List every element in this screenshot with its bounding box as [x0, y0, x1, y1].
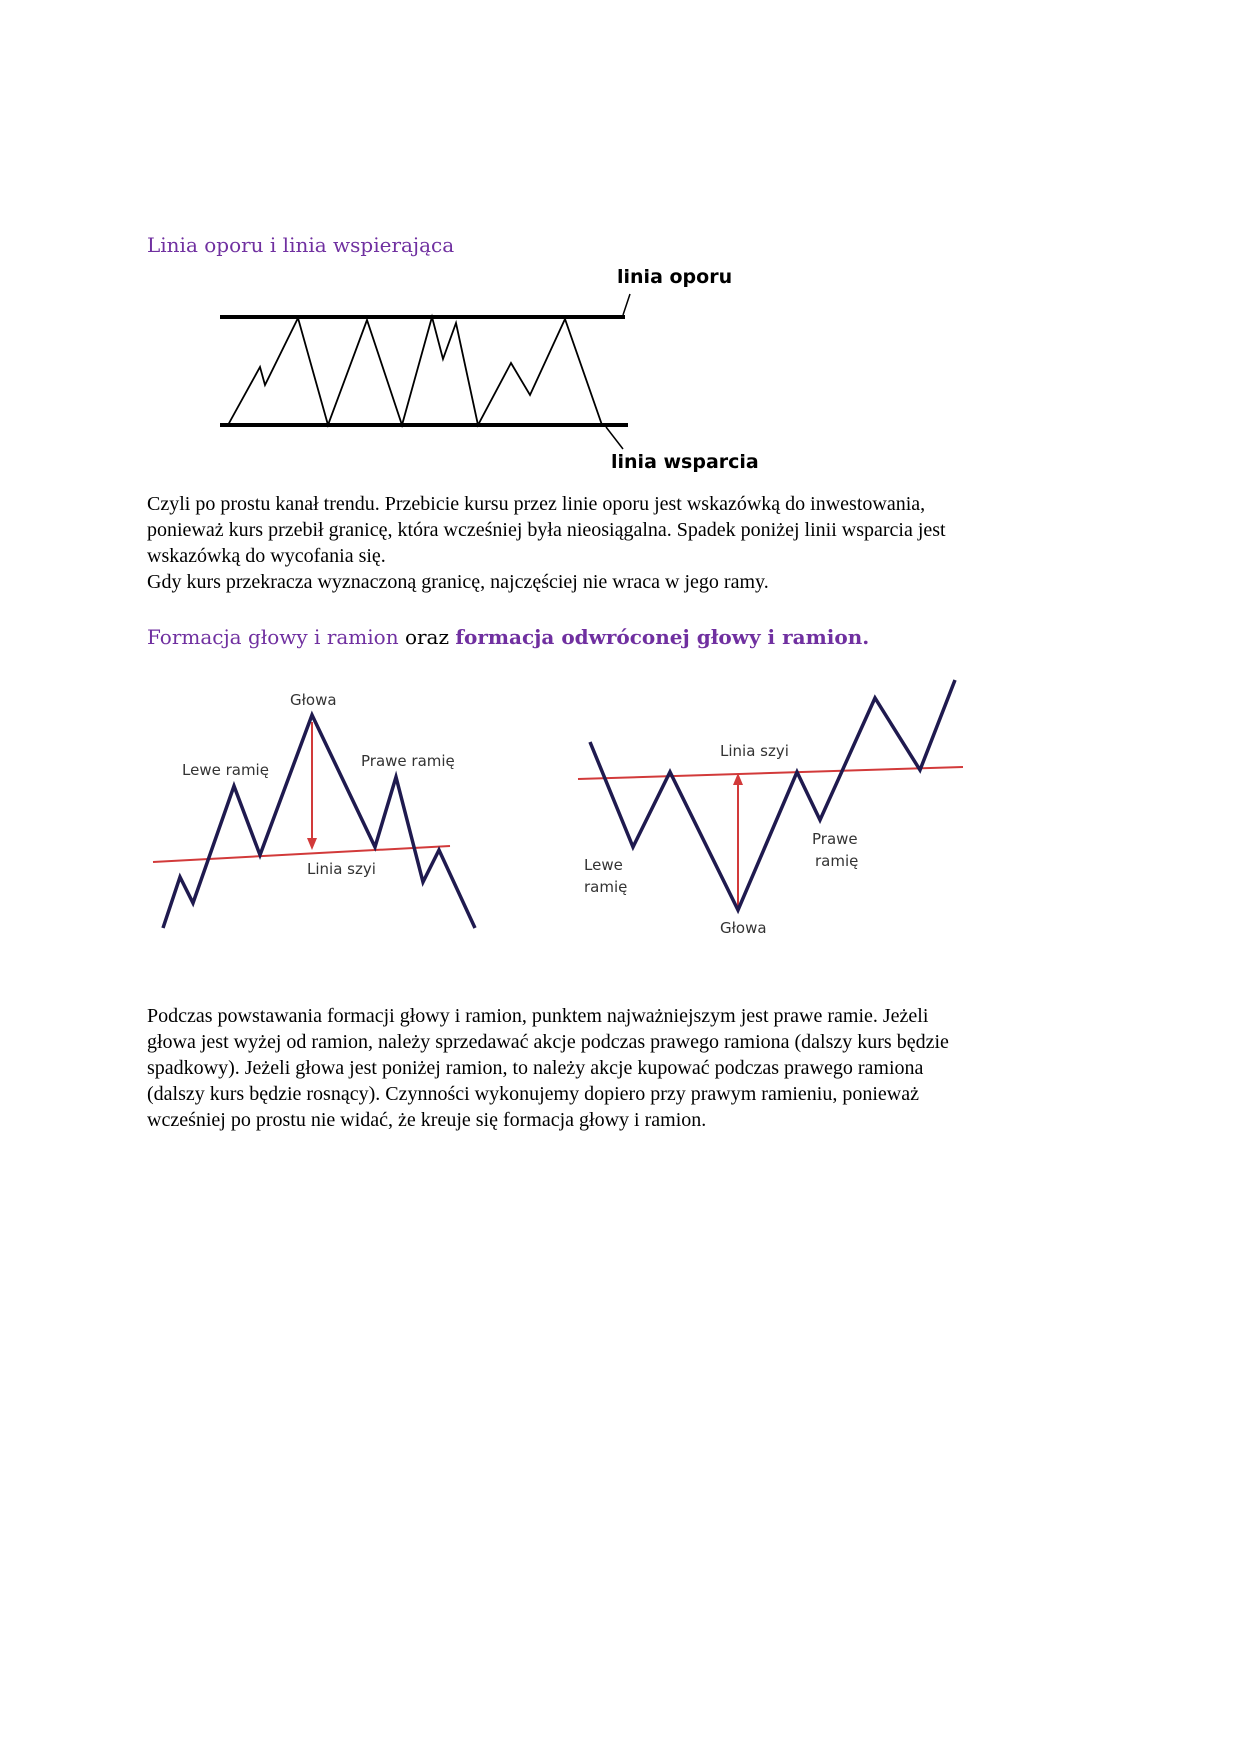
section-heading-head-shoulders — [147, 625, 869, 649]
section-heading-support-resistance: Linia oporu i linia wspierająca — [147, 233, 455, 257]
neckline — [153, 846, 450, 862]
support-label: linia wsparcia — [611, 451, 759, 473]
heading-part-inverse-formation: formacja odwróconej głowy i ramion. — [455, 625, 870, 649]
paragraph-line: wcześniej po prostu nie widać, że kreuje się formacja głowy i ramion. — [147, 1109, 707, 1131]
left-shoulder-label: Lewe ramię — [182, 761, 269, 779]
support-label-leader — [606, 427, 623, 449]
paragraph-line: (dalszy kurs będzie rosnący). Czynności wykonujemy dopiero przy prawym ramieniu, ponieważ — [147, 1083, 919, 1105]
right-shoulder-label-line2: ramię — [815, 852, 859, 870]
neckline-label: Linia szyi — [307, 860, 376, 878]
paragraph-line: Podczas powstawania formacji głowy i ramion, punktem najważniejszym jest prawe ramie. Jeżeli — [147, 1005, 929, 1027]
arrow-head — [307, 838, 317, 850]
right-shoulder-label: Prawe ramię — [361, 752, 455, 770]
paragraph-line: wskazówką do wycofania się. — [147, 545, 386, 567]
heading-conjunction: oraz — [404, 625, 450, 649]
right-shoulder-label: Prawe — [812, 830, 858, 848]
price-zigzag — [228, 317, 602, 425]
paragraph-line: ponieważ kurs przebił granicę, która wcześniej była nieosiągalna. Spadek poniżej linii wsparcia jest — [147, 519, 946, 541]
neckline-label: Linia szyi — [720, 742, 789, 760]
neckline — [578, 767, 963, 779]
head-and-shoulders-figure — [145, 680, 495, 940]
left-shoulder-label-line2: ramię — [584, 878, 628, 896]
price-line — [163, 715, 475, 928]
resistance-label: linia oporu — [617, 266, 733, 288]
trend-channel-figure — [200, 255, 780, 475]
paragraph-trend-channel — [147, 491, 1087, 595]
head-label: Głowa — [290, 691, 337, 709]
head-label: Głowa — [720, 919, 767, 937]
paragraph-line: głowa jest wyżej od ramion, należy sprzedawać akcje podczas prawego ramiona (dalszy kurs będzie — [147, 1031, 949, 1053]
heading-part-formation: Formacja głowy i ramion — [147, 625, 399, 649]
price-line — [590, 680, 955, 910]
resistance-label-leader — [623, 294, 630, 315]
inverse-head-and-shoulders-figure — [570, 670, 970, 950]
paragraph-head-shoulders — [147, 1003, 1087, 1133]
paragraph-line: Czyli po prostu kanał trendu. Przebicie kursu przez linie oporu jest wskazówką do inwestowania, — [147, 493, 926, 515]
paragraph-line: Gdy kurs przekracza wyznaczoną granicę, najczęściej nie wraca w jego ramy. — [147, 571, 769, 593]
paragraph-line: spadkowy). Jeżeli głowa jest poniżej ramion, to należy akcje kupować podczas prawego ramiona — [147, 1057, 924, 1079]
left-shoulder-label: Lewe — [584, 856, 623, 874]
